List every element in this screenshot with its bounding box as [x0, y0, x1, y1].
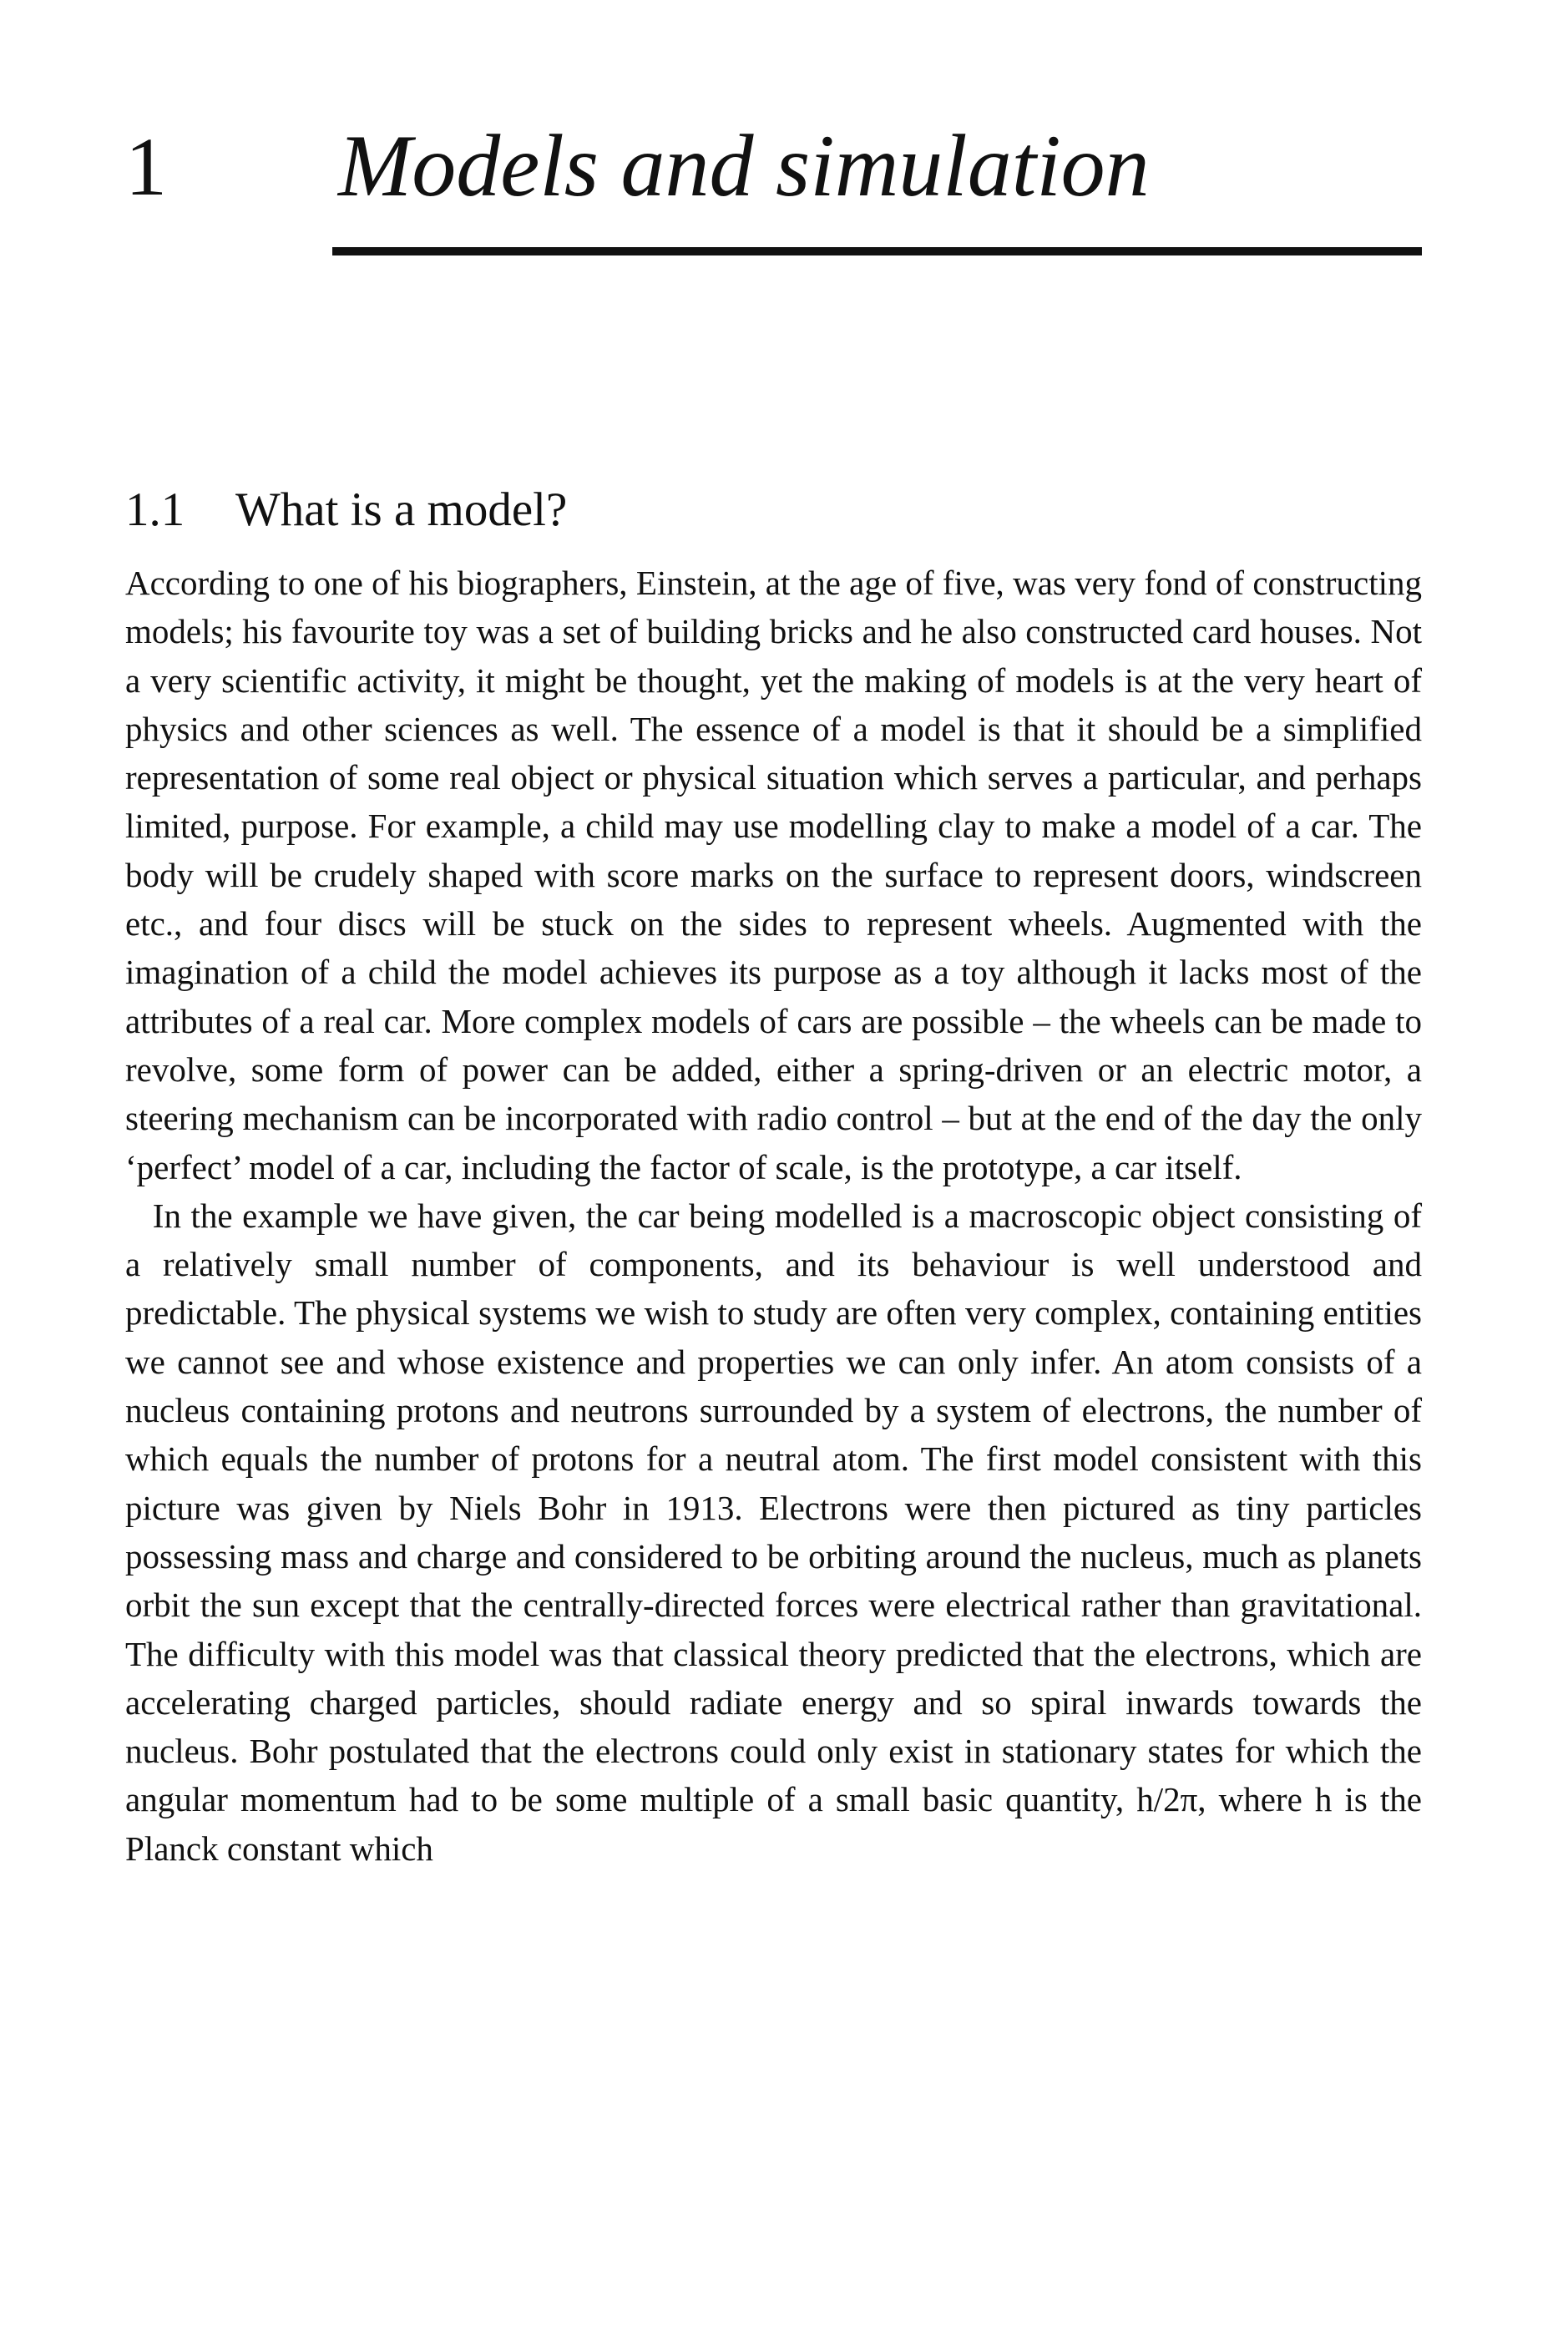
body-text — [125, 559, 1422, 1873]
chapter-title-rule — [332, 247, 1422, 255]
chapter-number: 1 — [125, 120, 167, 213]
section-number: 1.1 — [125, 483, 185, 536]
chapter-title: Models and simulation — [338, 117, 1150, 215]
paragraph-2: In the example we have given, the car being modelled is a macroscopic object consisting of a relatively small number of components, and its behaviour is well understood and predictable. The physical systems we wish to study are often very complex, containing entities we cannot see and whose existence and properties we can only infer. An atom consists of a nucleus containing protons and neutrons surrounded by a system of electrons, the number of which equals the number of protons for a neutral atom. The first model consistent with this picture was given by Niels Bohr in 1913. Electrons were then pictured as tiny particles possessing mass and charge and considered to be orbiting around the nucleus, much as planets orbit the sun except that the centrally-directed forces were electrical rather than gravitational. The difficulty with this model was that classical theory predicted that the electrons, which are accelerating charged particles, should radiate energy and so spiral inwards towards the nucleus. Bohr postulated that the electrons could only exist in stationary states for which the angular momentum had to be some multiple of a small basic quantity, h/2π, where h is the Planck constant which — [125, 1196, 1422, 1868]
paragraph-1: According to one of his biographers, Einstein, at the age of five, was very fond of constructing models; his favourite toy was a set of building bricks and he also constructed card houses. Not a very scientific activity, it might be thought, yet the making of models is at the very heart of physics and other sciences as well. The essence of a model is that it should be a simplified representation of some real object or physical situation which serves a particular, and perhaps limited, purpose. For example, a child may use modelling clay to make a model of a car. The body will be crudely shaped with score marks on the surface to represent doors, windscreen etc., and four discs will be stuck on the sides to represent wheels. Augmented with the imagination of a child the model achieves its purpose as a toy although it lacks most of the attributes of a real car. More complex models of cars are possible – the wheels can be made to revolve, some form of power can be added, either a spring-driven or an electric motor, a steering mechanism can be incorporated with radio control – but at the end of the day the only ‘perfect’ model of a car, including the factor of scale, is the prototype, a car itself. — [125, 564, 1422, 1186]
section-heading — [125, 483, 568, 536]
section-title: What is a model? — [235, 483, 568, 536]
